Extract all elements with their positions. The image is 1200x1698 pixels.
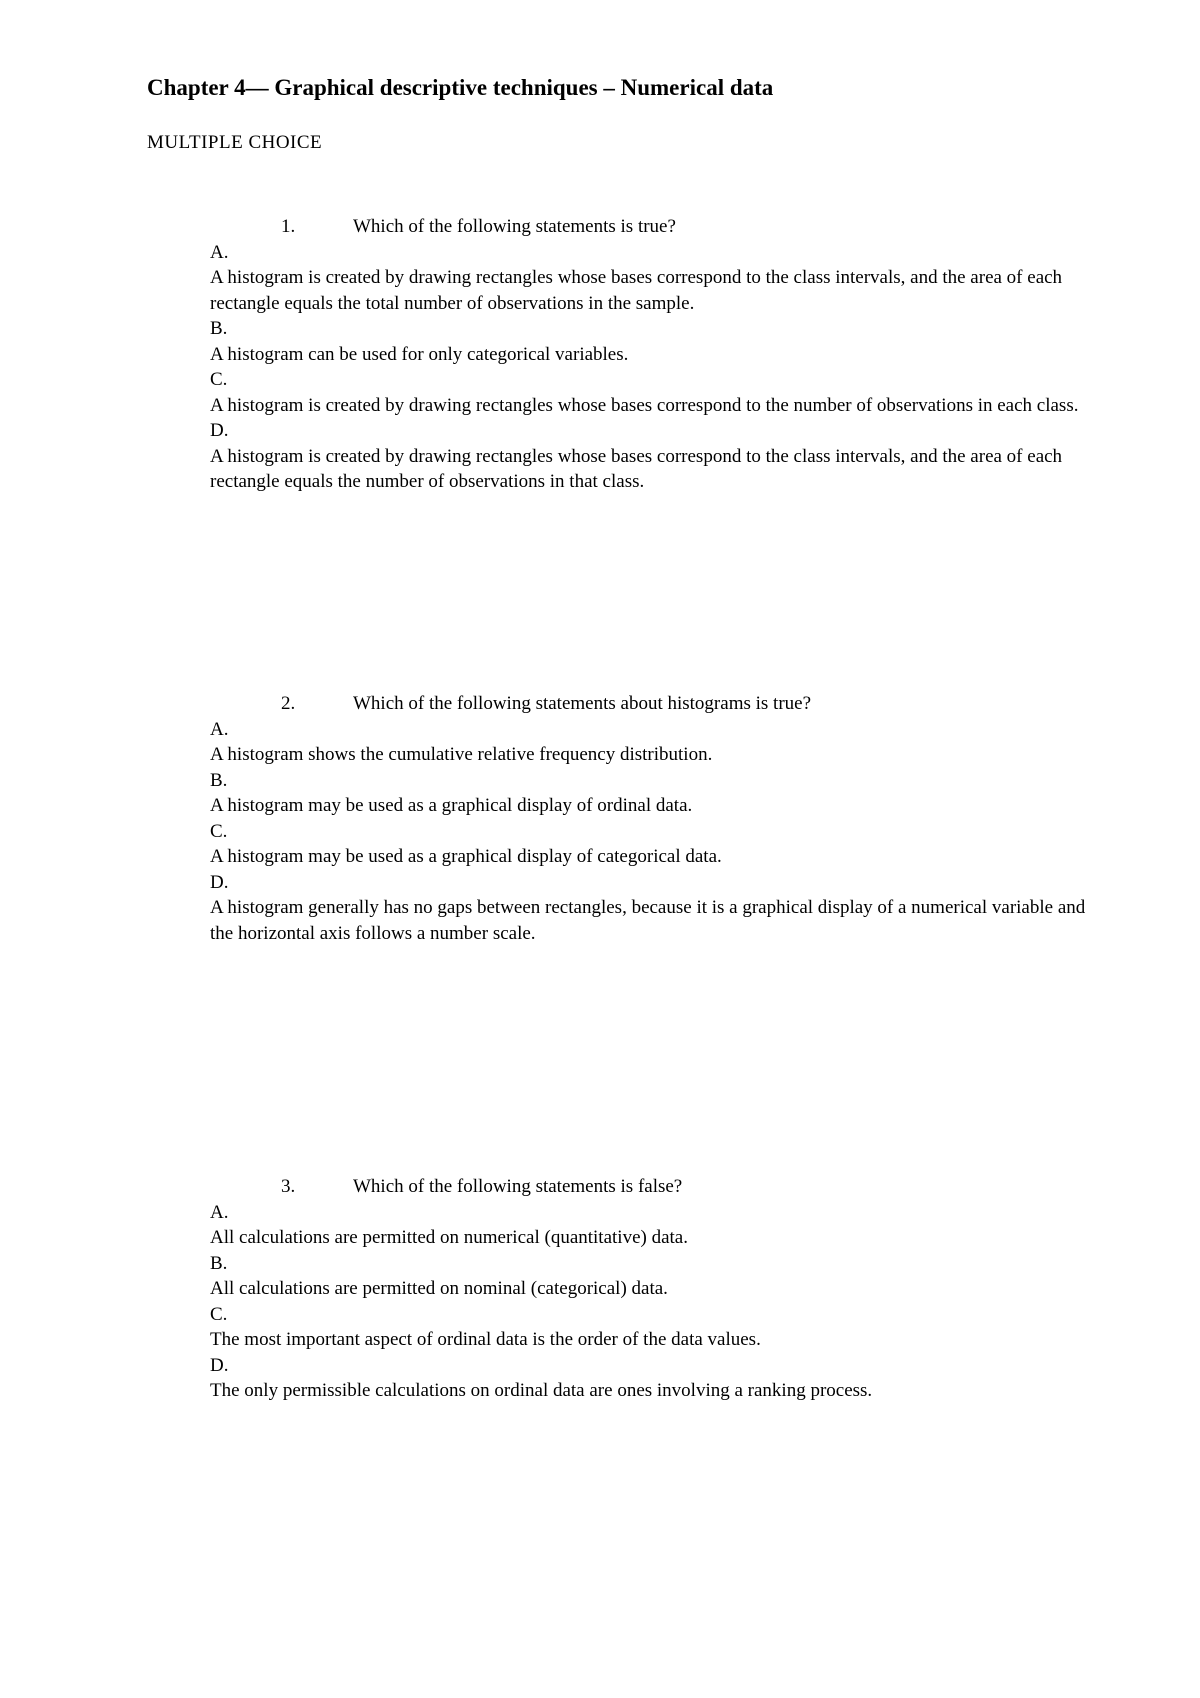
- option-letter-b: B.: [210, 1252, 228, 1274]
- option-text-c: A histogram may be used as a graphical display of categorical data.: [210, 846, 722, 867]
- option-letter-c: C.: [210, 820, 228, 842]
- option-text-c: A histogram is created by drawing rectangles whose bases correspond to the number of observations in each class.: [210, 394, 1079, 416]
- option-text-a: A histogram is created by drawing rectangles whose bases correspond to the class intervals, and the area of each rectangle equals the total number of observations in the sample.: [210, 267, 1063, 314]
- question-number: 3.: [281, 1176, 296, 1197]
- question-stem: [210, 214, 1110, 240]
- page-title: Chapter 4— Graphical descriptive techniques – Numerical data: [147, 75, 774, 100]
- option-letter-a: A.: [210, 241, 229, 263]
- question-text: Which of the following statements about histograms is true?: [353, 693, 812, 714]
- option-letter-d: D.: [210, 1354, 229, 1376]
- question-stem: [210, 691, 1110, 717]
- option-text-c: The most important aspect of ordinal data is the order of the data values.: [210, 1329, 761, 1350]
- question-number: 2.: [281, 693, 296, 714]
- question-3: [210, 1174, 1110, 1404]
- option-text-b: A histogram may be used as a graphical display of ordinal data.: [210, 795, 693, 816]
- option-letter-a: A.: [210, 1201, 229, 1223]
- question-stem: [210, 1174, 1110, 1200]
- question-text: Which of the following statements is true?: [353, 216, 676, 237]
- question-2: [210, 691, 1110, 946]
- question-number: 1.: [281, 216, 296, 237]
- option-letter-c: C.: [210, 369, 228, 390]
- option-text-b: A histogram can be used for only categorical variables.: [210, 343, 629, 365]
- option-letter-a: A.: [210, 718, 229, 740]
- option-letter-b: B.: [210, 318, 228, 339]
- option-letter-d: D.: [210, 871, 229, 893]
- question-text: Which of the following statements is false?: [353, 1176, 683, 1197]
- option-letter-c: C.: [210, 1303, 228, 1325]
- option-text-d: A histogram generally has no gaps between rectangles, because it is a graphical display of a numerical variable and the horizontal axis follows a number scale.: [210, 897, 1086, 944]
- option-text-a: All calculations are permitted on numerical (quantitative) data.: [210, 1227, 688, 1248]
- section-heading: MULTIPLE CHOICE: [147, 132, 323, 153]
- option-text-d: A histogram is created by drawing rectangles whose bases correspond to the class intervals, and the area of each rectangle equals the number of observations in that class.: [210, 445, 1063, 492]
- option-text-a: A histogram shows the cumulative relative frequency distribution.: [210, 744, 713, 765]
- option-letter-d: D.: [210, 420, 229, 441]
- option-letter-b: B.: [210, 769, 228, 791]
- option-text-b: All calculations are permitted on nominal (categorical) data.: [210, 1278, 668, 1299]
- question-1: [210, 214, 1110, 495]
- option-text-d: The only permissible calculations on ordinal data are ones involving a ranking process.: [210, 1380, 873, 1401]
